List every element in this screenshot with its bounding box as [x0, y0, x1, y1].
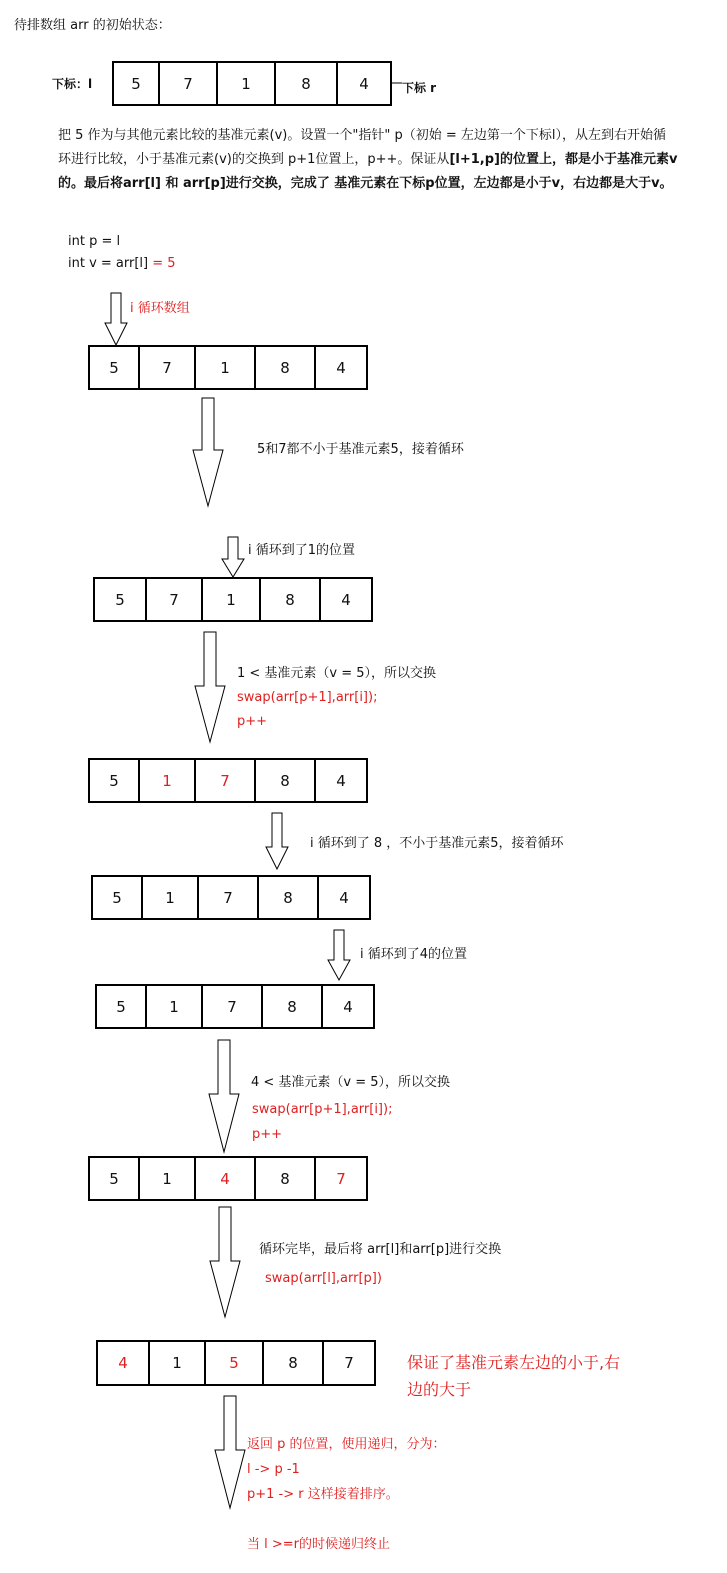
array-cell: 8	[254, 1158, 314, 1199]
array-cell: 8	[261, 986, 321, 1027]
array-cell: 7	[145, 579, 201, 620]
down-arrow-icon	[210, 1207, 240, 1317]
down-arrow-icon	[328, 930, 350, 980]
array-cell: 5	[109, 1169, 119, 1188]
array-cell: 1	[194, 347, 254, 388]
loop-label-3: i 循环到了 8 ，不小于基准元素5，接着循环	[310, 836, 564, 851]
loop-label: i 循环数组	[130, 301, 190, 316]
array-cell: 5	[109, 771, 119, 790]
label-left-index: 下标：l	[52, 77, 93, 91]
array-step-7	[96, 1340, 376, 1386]
termination-note: 当 l >=r的时候递归终止	[247, 1537, 391, 1552]
array-step-5	[95, 984, 375, 1029]
array-cell: 8	[274, 63, 336, 104]
array-cell: 1	[138, 1158, 194, 1199]
array-cell: 8	[254, 760, 314, 801]
step-note-1: 5和7都不小于基准元素5，接着循环	[257, 442, 464, 457]
code-line-p: int p = l	[68, 234, 121, 249]
array-cell: 5	[204, 1342, 262, 1384]
array-cell: 7	[322, 1342, 374, 1384]
swap-code-5: swap(arr[p+1],arr[i]);	[252, 1102, 393, 1117]
array-cell: 7	[314, 1158, 366, 1199]
diagram-title: 待排数组 arr 的初始状态：	[14, 18, 171, 33]
array-cell: 5	[115, 590, 125, 609]
increment-code-5: p++	[252, 1127, 283, 1142]
array-cell: 7	[194, 760, 254, 801]
step-note-2: 1 < 基准元素（v = 5），所以交换	[237, 666, 437, 681]
right-tick-line	[390, 82, 402, 84]
array-cell: 4	[314, 760, 366, 801]
array-step-6	[88, 1156, 368, 1201]
down-arrow-icon	[215, 1396, 245, 1508]
step-note-6: 循环完毕，最后将 arr[l]和arr[p]进行交换	[259, 1242, 502, 1257]
array-cell: 1	[138, 760, 194, 801]
label-right-index: 下标 r	[402, 81, 437, 95]
explanation-normal: 把 5 作为与其他元素比较的基准元素(v)。设置一个"指针" p（初始 = 左边第一个下标l），从左到右开始循环进行比较，小于基准元素(v)的交换到 p+1位置上，p++。保证从	[58, 128, 666, 167]
return-line-3: p+1 -> r 这样接着排序。	[247, 1487, 399, 1502]
array-cell: 5	[109, 358, 119, 377]
return-line-2: l -> p -1	[247, 1462, 300, 1477]
increment-code-2: p++	[237, 714, 268, 729]
code-v-text: int v = arr[l]	[68, 256, 149, 271]
array-cell: 8	[254, 347, 314, 388]
step-note-5: 4 < 基准元素（v = 5），所以交换	[251, 1075, 451, 1090]
array-cell: 4	[314, 347, 366, 388]
array-cell: 1	[141, 877, 197, 918]
code-line-v	[68, 256, 176, 272]
swap-code-2: swap(arr[p+1],arr[i]);	[237, 690, 378, 705]
initial-array	[112, 61, 392, 106]
guarantee-line-2: 边的大于	[407, 1380, 472, 1399]
array-cell: 8	[262, 1342, 322, 1384]
array-cell: 8	[259, 579, 319, 620]
down-arrow-icon	[195, 632, 225, 742]
array-cell: 4	[194, 1158, 254, 1199]
down-arrow-icon	[222, 537, 244, 577]
array-cell: 5	[116, 997, 126, 1016]
array-step-3	[88, 758, 368, 803]
down-arrow-icon	[209, 1040, 239, 1152]
down-arrow-icon	[193, 398, 223, 506]
return-line-1: 返回 p 的位置，使用递归，分为：	[247, 1437, 446, 1452]
array-cell: 1	[201, 579, 259, 620]
explanation-paragraph	[58, 124, 678, 196]
loop-label-4: i 循环到了4的位置	[360, 947, 468, 962]
array-cell: 1	[216, 63, 274, 104]
swap-code-6: swap(arr[l],arr[p])	[265, 1271, 382, 1286]
array-step-2	[93, 577, 373, 622]
down-arrow-icon	[105, 293, 127, 345]
array-step-1	[88, 345, 368, 390]
array-cell: 7	[158, 63, 216, 104]
array-cell: 4	[336, 63, 390, 104]
array-cell: 5	[131, 74, 141, 93]
down-arrow-icon	[266, 813, 288, 869]
array-cell: 7	[138, 347, 194, 388]
guarantee-line-1: 保证了基准元素左边的小于,右	[407, 1353, 621, 1372]
array-cell: 4	[321, 986, 373, 1027]
loop-label-2: i 循环到了1的位置	[248, 543, 356, 558]
array-step-4	[91, 875, 371, 920]
array-cell: 8	[257, 877, 317, 918]
array-cell: 4	[118, 1354, 128, 1372]
array-cell: 5	[112, 888, 122, 907]
array-cell: 7	[197, 877, 257, 918]
code-v-value: = 5	[148, 256, 176, 271]
array-cell: 4	[319, 579, 371, 620]
array-cell: 7	[201, 986, 261, 1027]
array-cell: 4	[317, 877, 369, 918]
array-cell: 1	[148, 1342, 204, 1384]
explanation-bold: [l+1,p]的位置上，都是小于基准元素v的。最后将arr[l] 和 arr[p]进行交换，完成了 基准元素在下标p位置，左边都是小于v，右边都是大于v。	[58, 152, 678, 191]
array-cell: 1	[145, 986, 201, 1027]
